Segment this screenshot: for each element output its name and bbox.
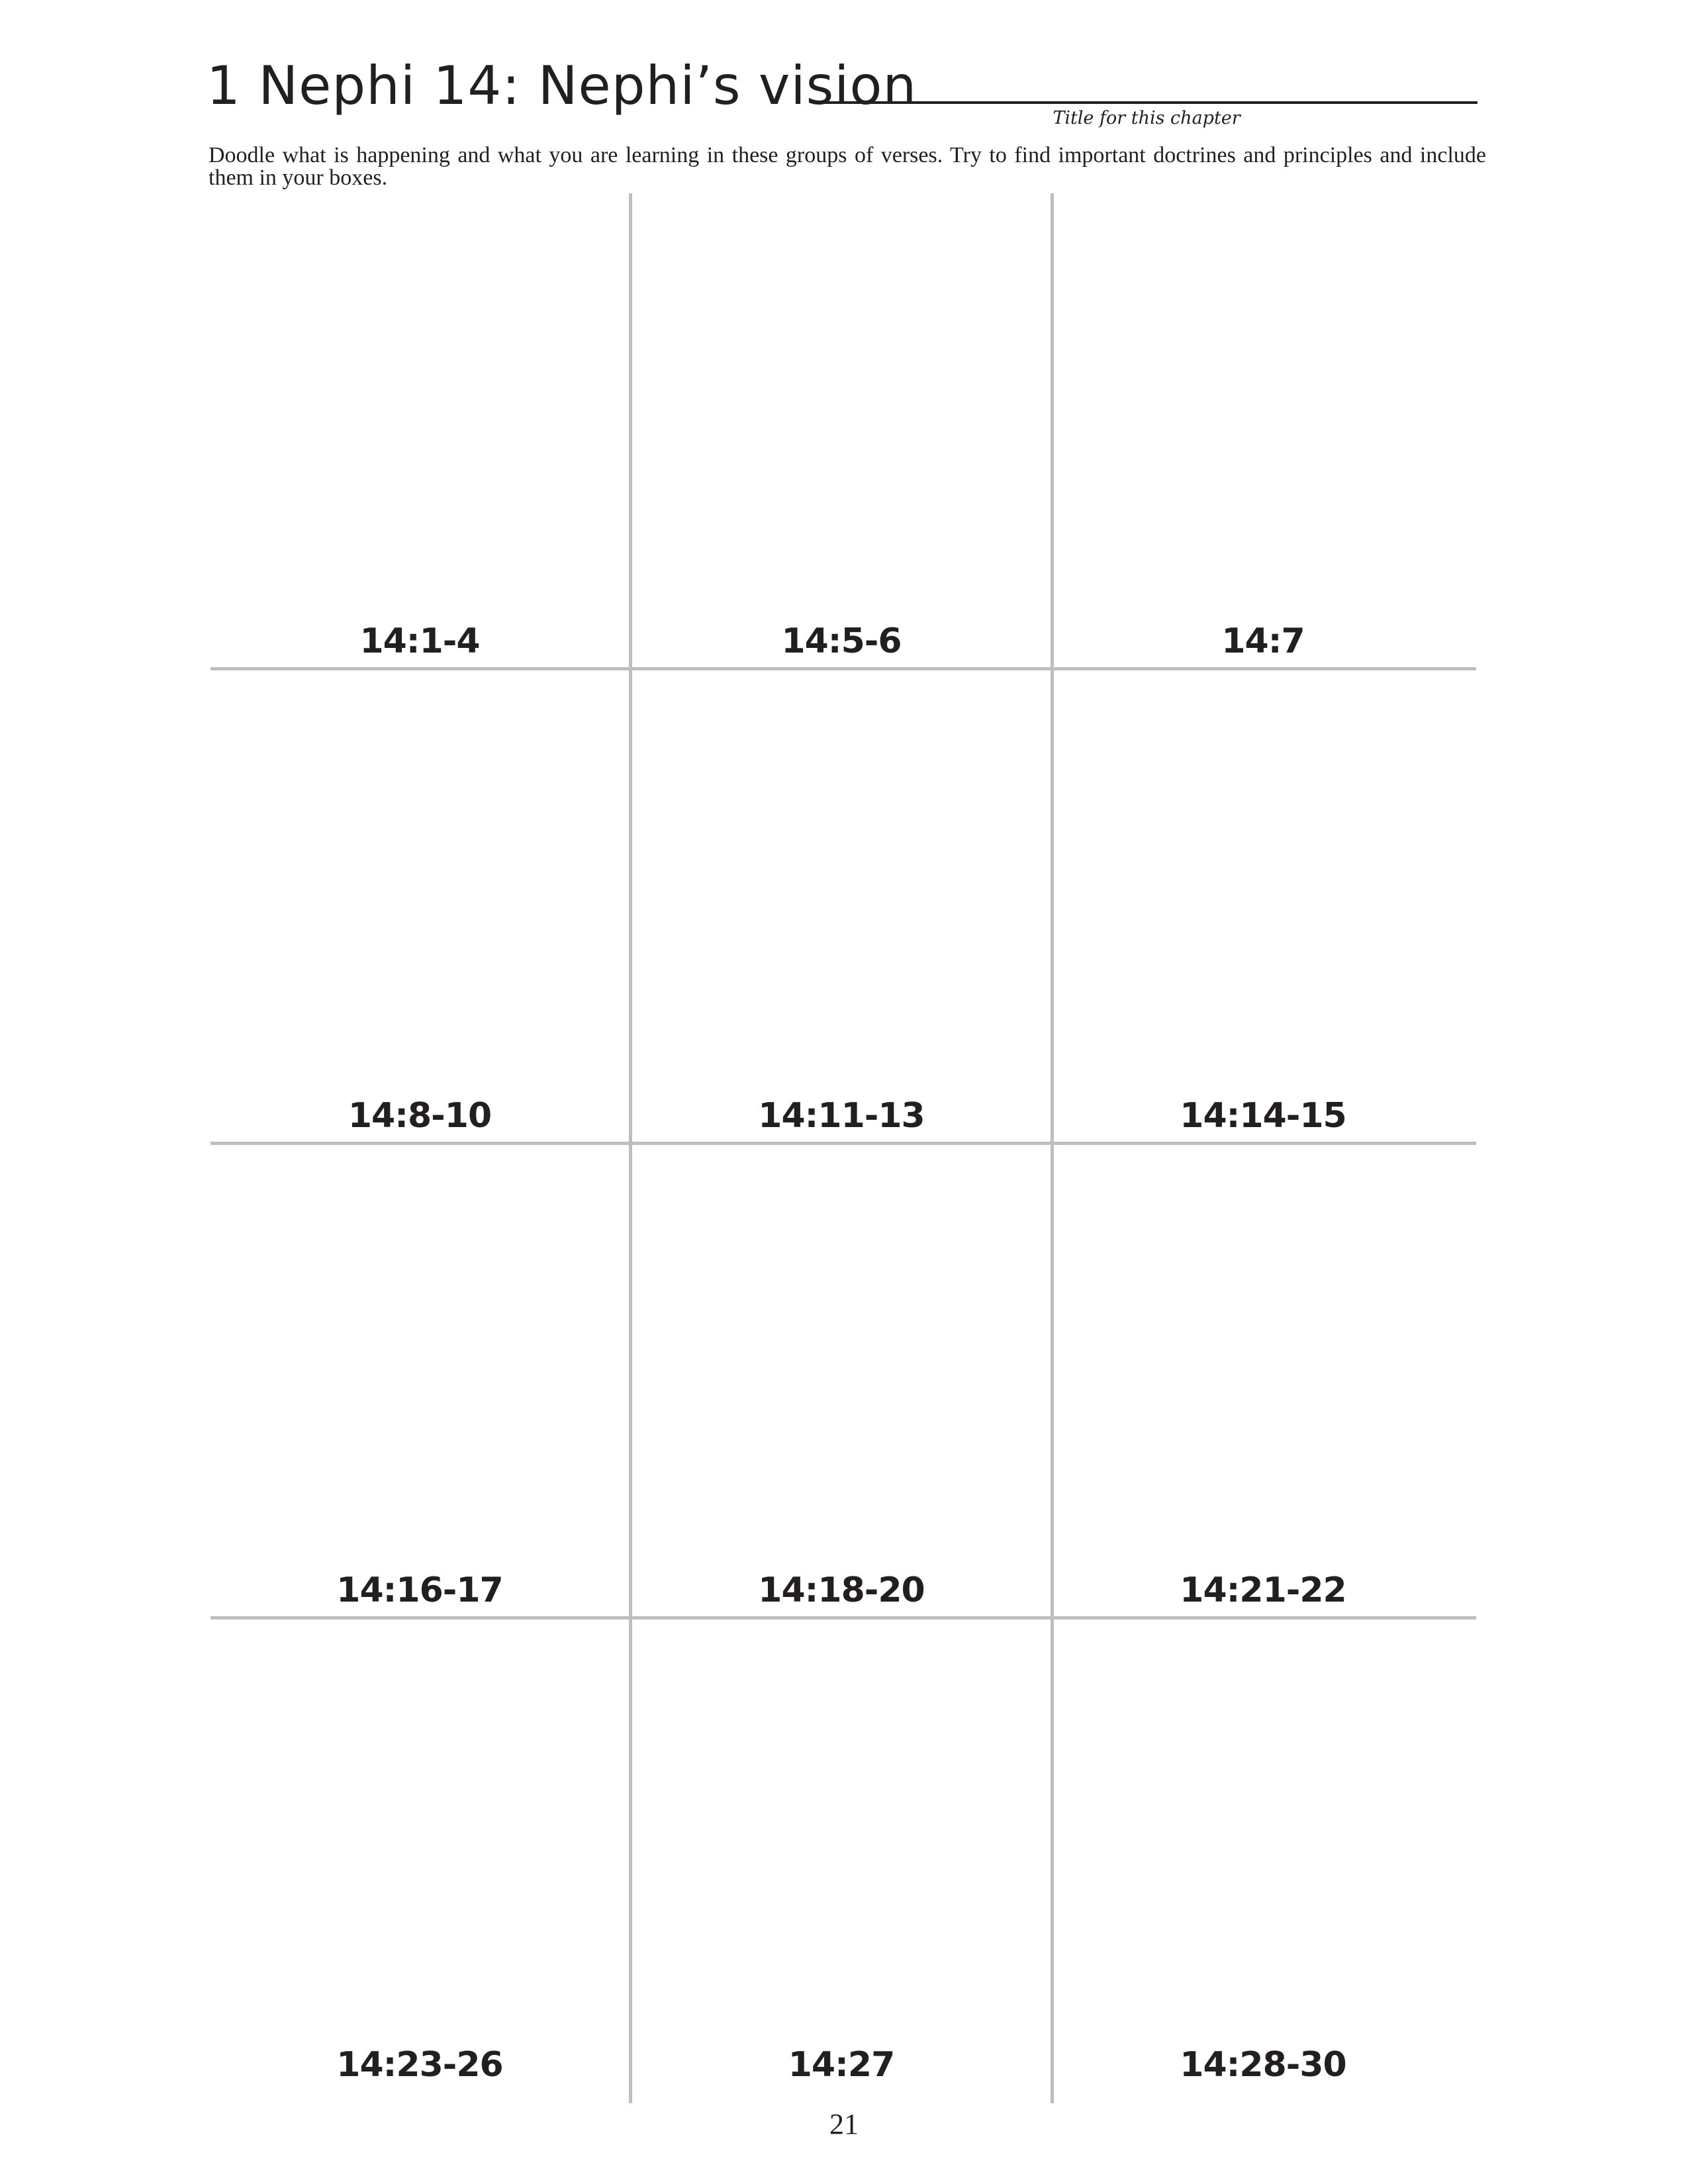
chapter-title-write-line[interactable] [816, 101, 1477, 104]
doodle-box[interactable] [211, 193, 629, 667]
doodle-box[interactable] [632, 1142, 1051, 1616]
doodle-box[interactable] [1054, 1142, 1472, 1616]
doodle-box[interactable] [211, 668, 629, 1142]
verse-range-label: 14:5-6 [781, 621, 902, 661]
page-title: 1 Nephi 14: Nephi’s vision [207, 55, 917, 116]
verse-range-label: 14:14-15 [1180, 1096, 1346, 1136]
doodle-box[interactable] [1054, 1617, 1472, 2091]
instructions-text: Doodle what is happening and what you are learning in these groups of verses. Try to find important doctrines and principles and include them in your boxes. [209, 143, 1486, 190]
verse-range-label: 14:28-30 [1180, 2045, 1346, 2085]
chapter-title-caption: Title for this chapter [1053, 108, 1241, 128]
verse-range-label: 14:23-26 [336, 2045, 503, 2085]
verse-range-label: 14:8-10 [348, 1096, 492, 1136]
verse-range-label: 14:7 [1221, 621, 1305, 661]
doodle-box[interactable] [1054, 193, 1472, 667]
verse-range-label: 14:27 [788, 2045, 895, 2085]
verse-range-label: 14:21-22 [1180, 1570, 1346, 1610]
doodle-box[interactable] [211, 1142, 629, 1616]
doodle-box[interactable] [632, 1617, 1051, 2091]
doodle-box[interactable] [1054, 668, 1472, 1142]
verse-range-label: 14:16-17 [336, 1570, 503, 1610]
doodle-box[interactable] [632, 193, 1051, 667]
page-number: 21 [829, 2108, 859, 2140]
verse-range-label: 14:1-4 [359, 621, 480, 661]
doodle-box[interactable] [211, 1617, 629, 2091]
verse-range-label: 14:18-20 [758, 1570, 925, 1610]
doodle-box[interactable] [632, 668, 1051, 1142]
doodle-grid [211, 193, 1476, 2103]
verse-range-label: 14:11-13 [758, 1096, 925, 1136]
